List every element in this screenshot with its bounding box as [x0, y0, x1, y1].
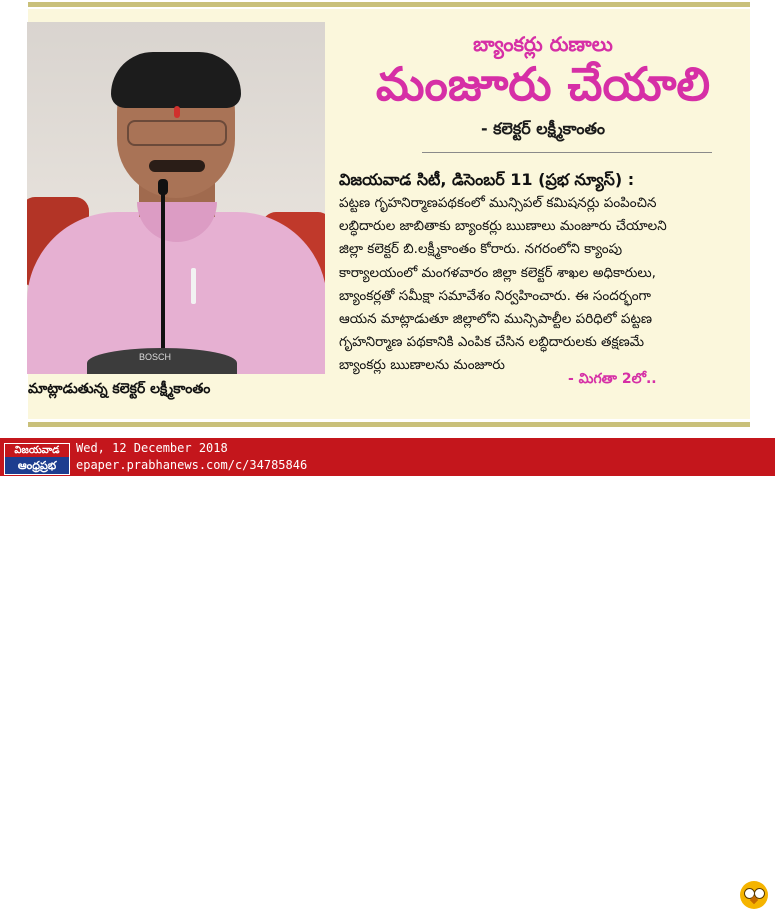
news-clipping: [0, 0, 775, 438]
body-line: జిల్లా కలెక్టర్ బి.లక్ష్మీకాంతం కోరారు. నగరంలోని క్యాంపు: [339, 241, 623, 258]
publication-logo[interactable]: [4, 443, 70, 475]
dateline: విజయవాడ సిటీ, డిసెంబర్ 11 (ప్రభ న్యూస్) :: [339, 170, 635, 189]
body-line: ఆయన మాట్లాడుతూ జిల్లాలోని మున్సిపాల్టీల పరిధిలో పట్టణ: [339, 311, 653, 328]
mic-brand: BOSCH: [139, 352, 172, 362]
body-line: గృహనిర్మాణ పథకానికి ఎంపిక చేసిన లబ్ధిదారులకు తక్షణమే: [339, 334, 645, 351]
top-rule: [28, 2, 750, 7]
headline: మంజూరు చేయాలి: [375, 57, 711, 111]
body-line: లబ్ధిదారుల జాబితాకు బ్యాంకర్లు ఋణాలు మంజూరు చేయాలని: [339, 218, 667, 235]
mic-base: [87, 348, 237, 374]
article-body: [339, 192, 744, 378]
photo-caption: మాట్లాడుతున్న కలెక్టర్ లక్ష్మీకాంతం: [28, 381, 211, 397]
body-line: పట్టణ గృహనిర్మాణపథకంలో మున్సిపల్ కమిషనర్లు పంపించిన: [339, 195, 657, 211]
logo-edition: విజయవాడ: [5, 444, 69, 457]
edition-date: Wed, 12 December 2018: [76, 441, 228, 455]
microphone-icon: [161, 187, 165, 362]
divider: [422, 152, 712, 153]
logo-title: ఆంధ్రప్రభ: [5, 457, 69, 474]
body-line: బ్యాంకర్లతో సమీక్షా సమావేశం నిర్వహించారు. ఈ సందర్భంగా: [339, 287, 651, 304]
epaper-footer: [0, 438, 775, 476]
bottom-rule: [28, 422, 750, 427]
byline: - కలెక్టర్ లక్ష్మీకాంతం: [480, 119, 606, 138]
epaper-url[interactable]: epaper.prabhanews.com/c/34785846: [76, 458, 308, 472]
owl-icon: [740, 881, 768, 909]
body-line: కార్యాలయంలో మంగళవారం జిల్లా కలెక్టర్ శాఖల అధికారులు,: [339, 264, 656, 281]
headline-kicker: బ్యాంకర్లు రుణాలు: [473, 32, 613, 56]
continued-note: - మిగతా 2లో..: [568, 371, 657, 387]
body-line: బ్యాంకర్లు ఋణాలను మంజూరు: [339, 357, 505, 374]
collector-photo: [27, 22, 325, 374]
